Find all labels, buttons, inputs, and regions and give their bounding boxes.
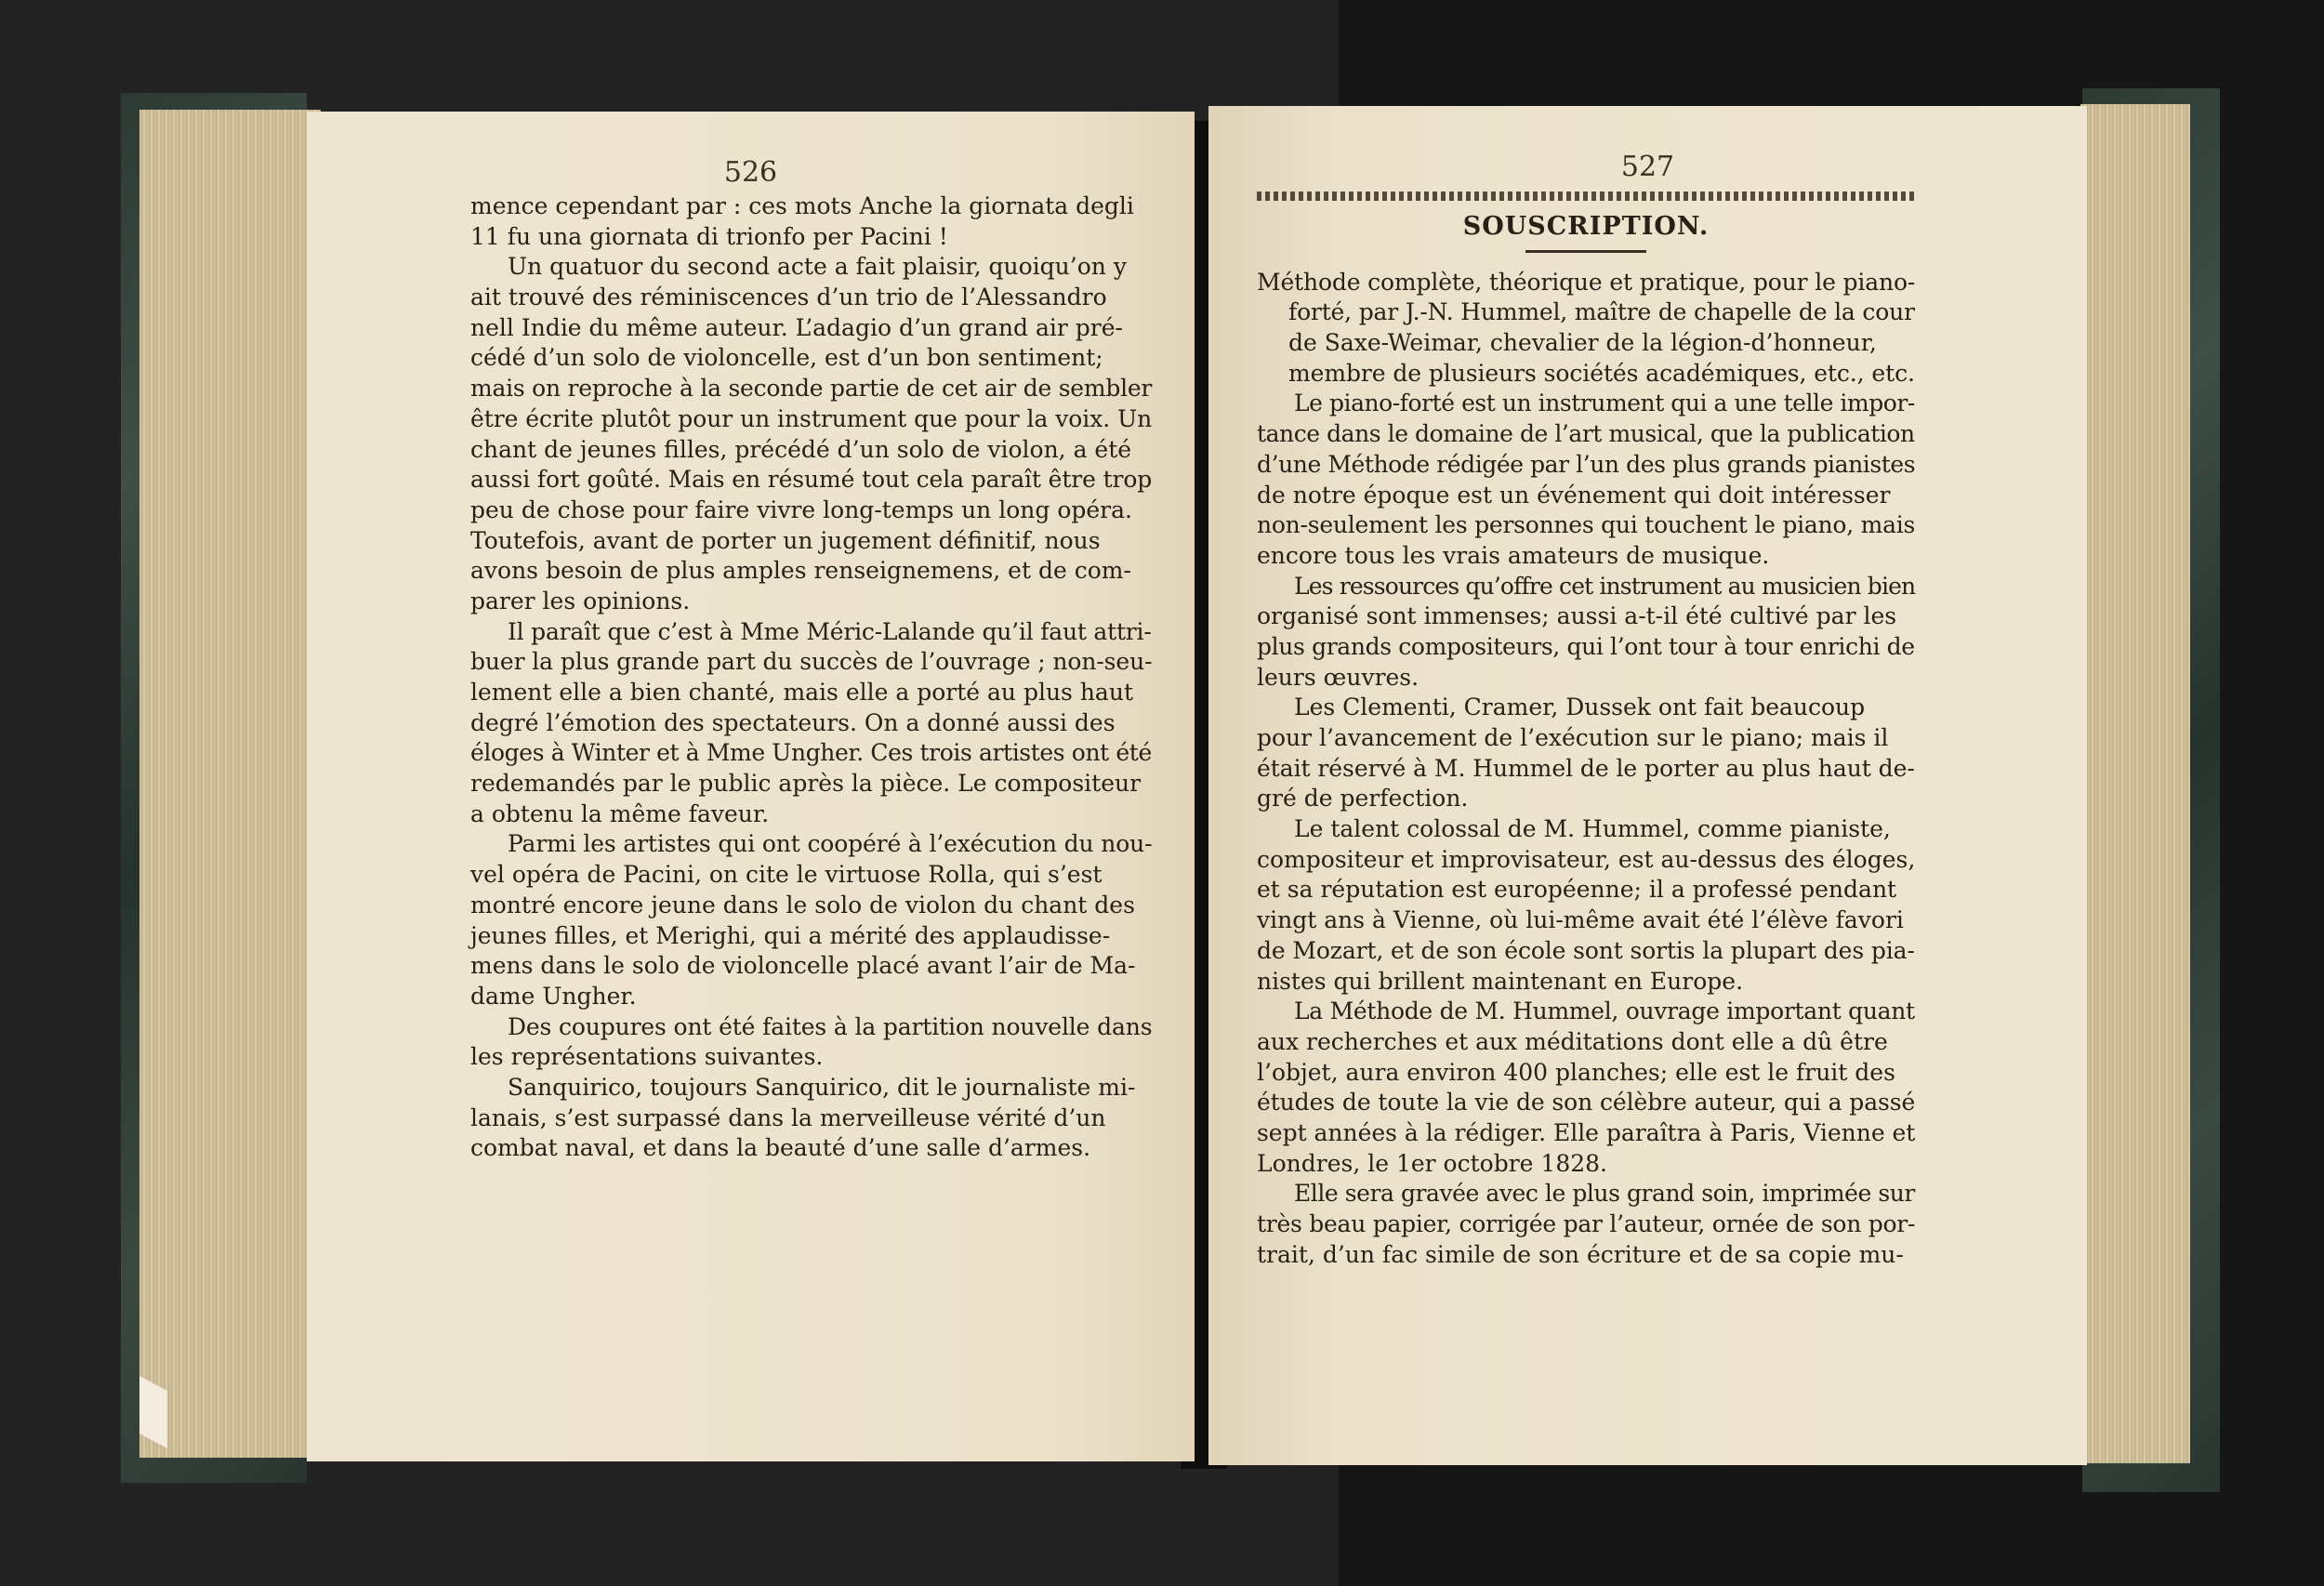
left-page-text: [470, 192, 1152, 1164]
text-line: plus grands compositeurs, qui l’ont tour à tour enrichi de: [1257, 632, 1915, 660]
title-underline: [1525, 250, 1646, 253]
text-line: était réservé à M. Hummel de le porter au plus haut de-: [1257, 754, 1915, 782]
text-line: Le piano-forté est un instrument qui a une telle impor-: [1294, 390, 1915, 417]
text-line: de notre époque est un événement qui doit intéresser: [1257, 481, 1891, 509]
text-line: degré l’émotion des spectateurs. On a donné aussi des: [470, 708, 1116, 736]
text-line: trait, d’un fac simile de son écriture et de sa copie mu-: [1257, 1240, 1904, 1268]
text-line: mais on reproche à la seconde partie de cet air de sembler: [470, 375, 1153, 403]
text-line: dame Ungher.: [470, 982, 637, 1010]
text-line: 11 fu una giornata di trionfo per Pacini !: [470, 222, 948, 250]
text-line: lement elle a bien chanté, mais elle a porté au plus haut: [470, 679, 1133, 706]
text-line: Méthode complète, théorique et pratique, pour le piano-: [1257, 268, 1916, 296]
text-line: jeunes filles, et Merighi, qui a mérité des applaudisse-: [470, 921, 1111, 949]
text-line: d’une Méthode rédigée par l’un des plus grands pianistes: [1257, 450, 1916, 478]
text-line: montré encore jeune dans le solo de violon du chant des: [470, 891, 1135, 919]
section-title: SOUSCRIPTION.: [1462, 212, 1710, 241]
text-line: Il paraît que c’est à Mme Méric-Lalande qu’il faut attri-: [508, 617, 1152, 645]
text-line: Le talent colossal de M. Hummel, comme pianiste,: [1294, 815, 1891, 843]
text-line: Des coupures ont été faites à la partition nouvelle dans: [508, 1012, 1153, 1040]
page-edges-left: [139, 110, 321, 1458]
right-page-text: [1257, 186, 1915, 1270]
text-line: de Mozart, et de son école sont sortis la plupart des pia-: [1257, 936, 1915, 964]
text-line: mens dans le solo de violoncelle placé avant l’air de Ma-: [470, 952, 1136, 980]
text-line: leurs œuvres.: [1257, 663, 1419, 691]
text-line: non-seulement les personnes qui touchent le piano, mais: [1257, 511, 1916, 539]
text-line: être écrite plutôt pour un instrument que pour la voix. Un: [470, 404, 1153, 432]
text-line: vingt ans à Vienne, où lui-même avait été l’élève favori: [1257, 906, 1904, 934]
right-page-lines: [1257, 268, 1915, 1271]
text-line: encore tous les vrais amateurs de musique.: [1257, 541, 1770, 569]
page-edges-right: [2080, 104, 2190, 1463]
text-line: et sa réputation est européenne; il a professé pendant: [1257, 876, 1897, 904]
text-line: aussi fort goûté. Mais en résumé tout cela paraît être trop: [470, 466, 1153, 494]
page-number-right: 527: [1620, 151, 1675, 183]
decorative-rule: [1257, 192, 1915, 201]
text-line: Sanquirico, toujours Sanquirico, dit le journaliste mi-: [508, 1073, 1136, 1101]
text-line: compositeur et improvisateur, est au-dessus des éloges,: [1257, 845, 1916, 873]
text-line: Un quatuor du second acte a fait plaisir, quoiqu’on y: [508, 253, 1127, 281]
text-line: nistes qui brillent maintenant en Europe.: [1257, 967, 1744, 995]
text-line: vel opéra de Pacini, on cite le virtuose Rolla, qui s’est: [470, 861, 1103, 889]
text-line: pour l’avancement de l’exécution sur le piano; mais il: [1257, 724, 1889, 751]
text-line: Les Clementi, Cramer, Dussek ont fait beaucoup: [1294, 694, 1866, 721]
text-line: les représentations suivantes.: [470, 1043, 824, 1071]
text-line: cédé d’un solo de violoncelle, est d’un bon sentiment;: [470, 344, 1103, 372]
text-line: chant de jeunes filles, précédé d’un solo de violon, a été: [470, 435, 1132, 463]
left-page: [307, 112, 1195, 1461]
text-line: membre de plusieurs sociétés académiques, etc., etc.: [1288, 359, 1915, 387]
text-line: peu de chose pour faire vivre long-temps un long opéra.: [470, 496, 1132, 523]
page-number-left: 526: [723, 156, 778, 189]
text-line: Londres, le 1er octobre 1828.: [1257, 1149, 1607, 1177]
text-line: Les ressources qu’offre cet instrument au musicien bien: [1294, 572, 1916, 600]
text-line: très beau papier, corrigée par l’auteur, ornée de son por-: [1257, 1210, 1916, 1237]
text-line: nell Indie du même auteur. L’adagio d’un grand air pré-: [470, 313, 1123, 341]
text-line: études de toute la vie de son célèbre auteur, qui a passé: [1257, 1089, 1916, 1117]
text-line: Parmi les artistes qui ont coopéré à l’exécution du nou-: [508, 830, 1153, 858]
text-line: a obtenu la même faveur.: [470, 800, 770, 827]
text-line: gré de perfection.: [1257, 785, 1469, 813]
text-line: organisé sont immenses; aussi a-t-il été cultivé par les: [1257, 602, 1897, 630]
text-line: La Méthode de M. Hummel, ouvrage important quant: [1294, 998, 1915, 1025]
text-line: l’objet, aura environ 400 planches; elle est le fruit des: [1257, 1058, 1895, 1086]
text-line: combat naval, et dans la beauté d’une salle d’armes.: [470, 1134, 1091, 1162]
text-line: Elle sera gravée avec le plus grand soin, imprimée sur: [1294, 1180, 1915, 1208]
text-line: avons besoin de plus amples renseignemens, et de com-: [470, 557, 1131, 585]
text-line: aux recherches et aux méditations dont elle a dû être: [1257, 1027, 1888, 1055]
text-line: lanais, s’est surpassé dans la merveilleuse vérité d’un: [470, 1104, 1106, 1131]
text-line: ait trouvé des réminiscences d’un trio de l’Alessandro: [470, 284, 1107, 311]
text-line: mence cependant par : ces mots Anche la giornata degli: [470, 192, 1134, 219]
text-line: redemandés par le public après la pièce. Le compositeur: [470, 770, 1142, 798]
text-line: Toutefois, avant de porter un jugement définitif, nous: [470, 526, 1101, 554]
text-line: de Saxe-Weimar, chevalier de la légion-d’honneur,: [1288, 329, 1877, 357]
right-page: [1208, 106, 2087, 1465]
text-line: éloges à Winter et à Mme Ungher. Ces trois artistes ont été: [470, 739, 1152, 767]
text-line: forté, par J.-N. Hummel, maître de chapelle de la cour: [1288, 298, 1915, 326]
text-line: buer la plus grande part du succès de l’ouvrage ; non-seu-: [470, 648, 1153, 676]
text-line: tance dans le domaine de l’art musical, que la publication: [1257, 420, 1915, 448]
text-line: sept années à la rédiger. Elle paraîtra à Paris, Vienne et: [1257, 1118, 1916, 1146]
text-line: parer les opinions.: [470, 587, 691, 615]
